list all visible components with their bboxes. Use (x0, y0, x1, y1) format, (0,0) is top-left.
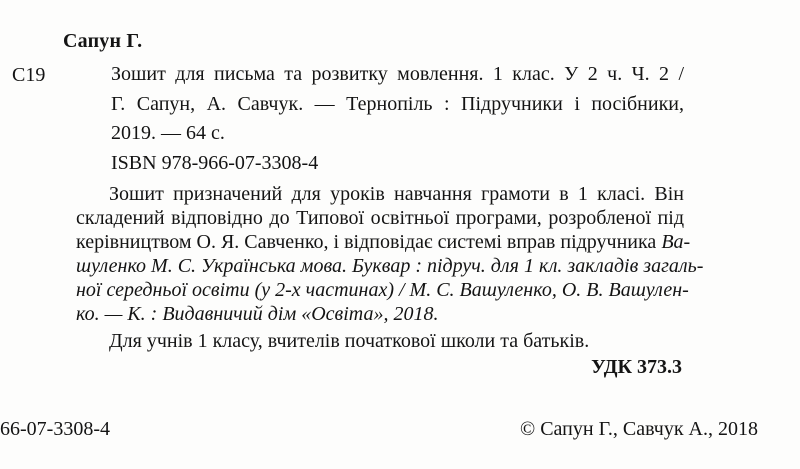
abstract-line-3 (76, 231, 691, 253)
abstract-line-6: ко. — К. : Видавничий дім «Освіта», 2018. (76, 303, 439, 325)
title-line-1: Зошит для письма та розвитку мовлення. 1 клас. У 2 ч. Ч. 2 / (111, 63, 684, 85)
abstract-line-5: ної середньої освіти (у 2-х частинах) / М. С. Вашуленко, О. В. Вашулен- (76, 279, 689, 301)
title-line-3: 2019. — 64 с. (111, 122, 225, 144)
author-heading: Сапун Г. (63, 30, 143, 52)
copyright-notice: © Сапун Г., Савчук А., 2018 (520, 418, 758, 440)
title-line-2: Г. Сапун, А. Савчук. — Тернопіль : Підручники і посібники, (111, 93, 684, 115)
abstract-line-3-regular: керівництвом О. Я. Савченко, і відповідає системі вправ підручника (76, 231, 662, 253)
abstract-line-7: Для учнів 1 класу, вчителів початкової школи та батьків. (109, 330, 590, 352)
abstract-line-4: шуленко М. С. Українська мова. Буквар : підруч. для 1 кл. закладів загаль- (76, 255, 704, 277)
isbn: ISBN 978-966-07-3308-4 (111, 152, 319, 174)
classification-code: С19 (12, 64, 46, 86)
abstract-line-2: складений відповідно до Типової освітньої програми, розробленої під (76, 207, 684, 229)
abstract-line-3-italic: Ва- (661, 231, 691, 253)
isbn-fragment: 66-07-3308-4 (0, 418, 110, 440)
udc-code: УДК 373.3 (591, 356, 682, 378)
abstract-line-1: Зошит призначений для уроків навчання грамоти в 1 класі. Він (109, 183, 684, 205)
